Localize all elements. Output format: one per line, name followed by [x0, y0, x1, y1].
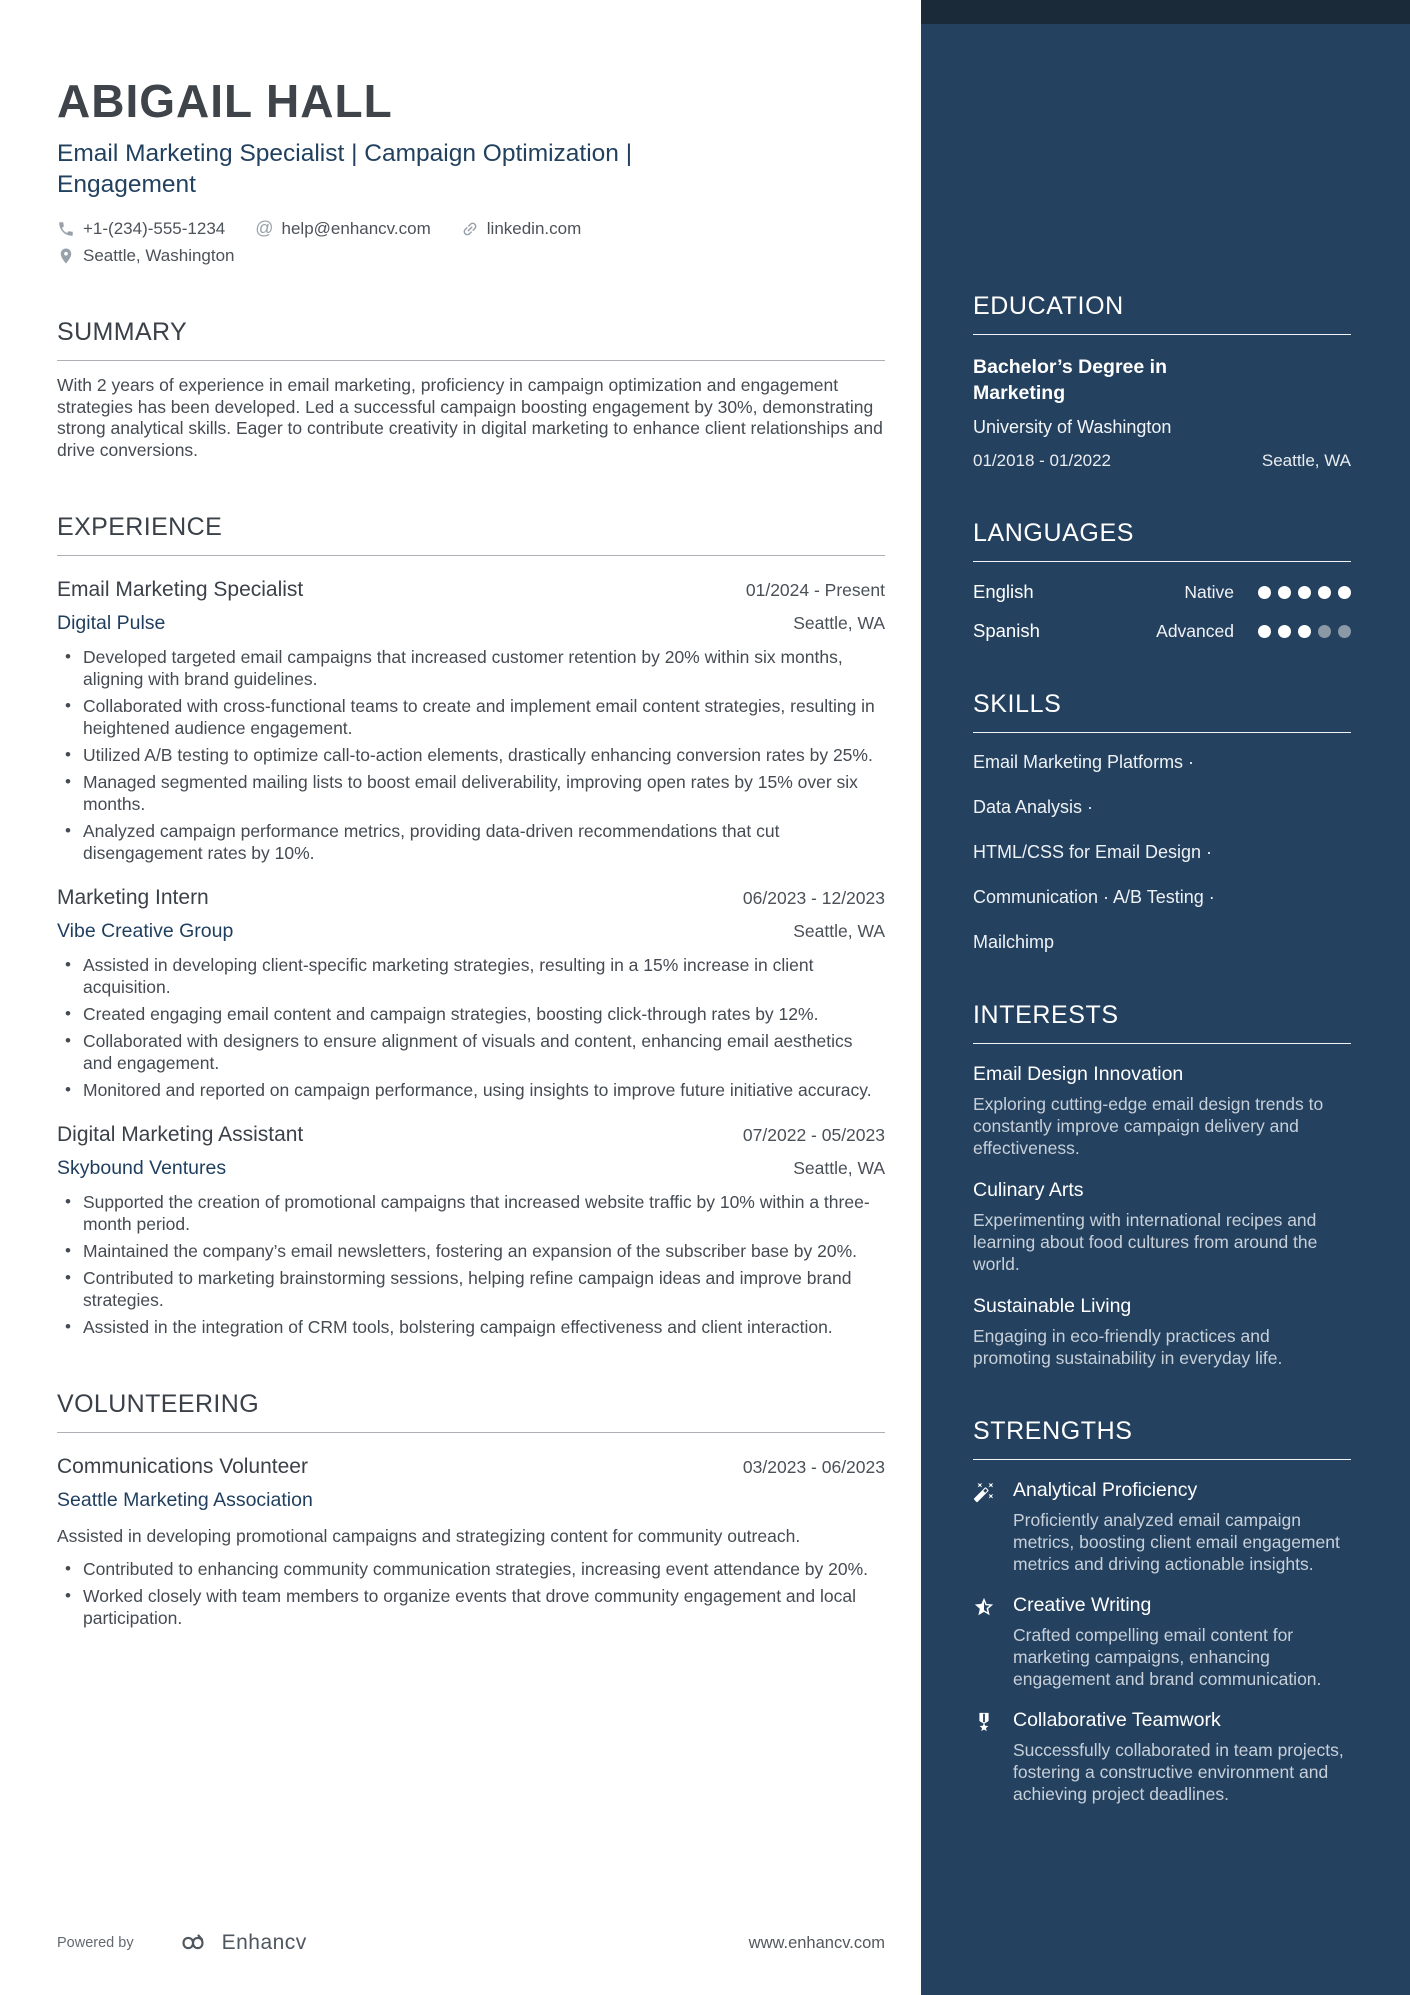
main-column: [57, 0, 885, 1634]
job-title: Marketing Intern: [57, 886, 209, 909]
email-contact[interactable]: [255, 218, 431, 239]
job-title: Digital Marketing Assistant: [57, 1123, 304, 1146]
job-bullet: • Assisted in developing client-specific marketing strategies, resulting in a 15% increase in client acquisition.: [57, 954, 885, 998]
job-bullet: • Collaborated with cross-functional teams to create and implement email content strategies, resulting in heightened audience engagement.: [57, 695, 885, 739]
strength-item: [973, 1709, 1351, 1805]
candidate-name: ABIGAIL HALL: [57, 75, 393, 127]
job-bullet: • Monitored and reported on campaign performance, using insights to improve future initiative accuracy.: [57, 1079, 885, 1101]
interest-text: Engaging in eco-friendly practices and promoting sustainability in everyday life.: [973, 1326, 1283, 1368]
job-dates: 01/2024 - Present: [745, 580, 885, 600]
interest-title: Culinary Arts: [973, 1179, 1084, 1201]
section-divider: [57, 1432, 885, 1433]
job-dates: 07/2022 - 05/2023: [742, 1125, 885, 1145]
strength-text: Successfully collaborated in team projects, fostering a constructive environment and achieving project deadlines.: [1013, 1740, 1344, 1804]
language-level: Native: [1184, 581, 1234, 602]
education-heading: EDUCATION: [973, 292, 1124, 320]
sidebar-top-strip: [921, 0, 1410, 24]
skills-section: [973, 690, 1351, 953]
education-section: [973, 292, 1351, 471]
interest-text: Exploring cutting-edge email design trends to constantly improve campaign delivery and effectiveness.: [973, 1094, 1324, 1158]
job-bullets: [57, 646, 885, 864]
footer-url[interactable]: www.enhancv.com: [748, 1933, 885, 1952]
contact-info: [57, 218, 885, 266]
interest-item: [973, 1179, 1351, 1275]
education-location: Seattle, WA: [1261, 451, 1351, 470]
languages-section: [973, 519, 1351, 642]
interest-title: Sustainable Living: [973, 1295, 1132, 1317]
language-row: [973, 620, 1351, 642]
volunteer-organization: Seattle Marketing Association: [57, 1489, 313, 1511]
language-proficiency-dots: [1258, 586, 1351, 599]
job-bullet: • Collaborated with designers to ensure alignment of visuals and content, enhancing email aesthetics and engagement.: [57, 1030, 885, 1074]
email-address[interactable]: help@enhancv.com: [281, 218, 431, 238]
language-level: Advanced: [1156, 620, 1234, 641]
interest-title: Email Design Innovation: [973, 1063, 1184, 1085]
strength-text: Crafted compelling email content for marketing campaigns, enhancing engagement and brand communication.: [1013, 1625, 1322, 1689]
strength-text: Proficiently analyzed email campaign metrics, boosting client email engagement metrics and driving actionable insights.: [1013, 1510, 1340, 1574]
job-bullet: • Maintained the company’s email newsletters, fostering an expansion of the subscriber base by 20%.: [57, 1240, 885, 1262]
volunteering-heading: VOLUNTEERING: [57, 1390, 260, 1418]
job-bullet: • Developed targeted email campaigns that increased customer retention by 20% within six months, aligning with brand guidelines.: [57, 646, 885, 690]
strengths-section: [973, 1417, 1351, 1805]
footer: [57, 1931, 885, 1955]
location-contact: [57, 246, 235, 266]
language-name: English: [973, 581, 1034, 602]
skill-item: Data Analysis ·: [973, 797, 1094, 817]
section-divider: [973, 732, 1351, 733]
location-text: Seattle, Washington: [83, 246, 235, 265]
strength-title: Collaborative Teamwork: [1013, 1709, 1221, 1731]
volunteer-entry: [57, 1455, 885, 1629]
education-school: University of Washington: [973, 417, 1172, 437]
education-degree: Bachelor’s Degree in Marketing: [973, 356, 1167, 404]
experience-section: [57, 513, 885, 1338]
strengths-heading: STRENGTHS: [973, 1417, 1133, 1445]
section-divider: [973, 1459, 1351, 1460]
interest-text: Experimenting with international recipes and learning about food cultures from around the world.: [973, 1210, 1318, 1274]
volunteer-dates: 03/2023 - 06/2023: [742, 1457, 885, 1477]
languages-heading: LANGUAGES: [973, 519, 1135, 547]
education-dates: 01/2018 - 01/2022: [973, 451, 1112, 470]
section-divider: [57, 555, 885, 556]
job-bullet: • Assisted in the integration of CRM tools, bolstering campaign effectiveness and client interaction.: [57, 1316, 885, 1338]
phone-number: +1-(234)-555-1234: [83, 218, 226, 238]
volunteer-bullets: [57, 1558, 885, 1629]
location-pin-icon: [57, 247, 75, 265]
volunteer-description: Assisted in developing promotional campaigns and strategizing content for community outreach.: [57, 1526, 801, 1546]
magic-wand-icon: [973, 1479, 997, 1575]
interest-item: [973, 1295, 1351, 1369]
language-row: [973, 581, 1351, 603]
website-url[interactable]: linkedin.com: [486, 218, 582, 238]
experience-heading: EXPERIENCE: [57, 513, 223, 541]
summary-section: [57, 318, 885, 461]
job-bullet: • Supported the creation of promotional campaigns that increased website traffic by 10% within a three-month period.: [57, 1191, 885, 1235]
candidate-headline: Email Marketing Specialist | Campaign Optimization | Engagement: [57, 140, 633, 198]
strength-item: [973, 1594, 1351, 1690]
skill-item: Mailchimp: [973, 932, 1055, 952]
infinity-logo-icon: [174, 1931, 212, 1955]
job-bullet: • Analyzed campaign performance metrics, providing data-driven recommendations that cut disengagement rates by 10%.: [57, 820, 885, 864]
job-bullet: • Managed segmented mailing lists to boost email deliverability, improving open rates by 15% over six months.: [57, 771, 885, 815]
interest-item: [973, 1063, 1351, 1159]
volunteer-bullet: • Contributed to enhancing community communication strategies, increasing event attendance by 20%.: [57, 1558, 885, 1580]
enhancv-logo: [174, 1931, 307, 1955]
section-divider: [973, 334, 1351, 335]
skill-item: Communication · A/B Testing ·: [973, 887, 1215, 907]
phone-icon: [57, 220, 75, 238]
volunteer-title: Communications Volunteer: [57, 1455, 308, 1478]
job-bullet: • Contributed to marketing brainstorming sessions, helping refine campaign ideas and improve brand strategies.: [57, 1267, 885, 1311]
job-entry: [57, 578, 885, 864]
job-company: Skybound Ventures: [57, 1157, 227, 1179]
skill-item: Email Marketing Platforms ·: [973, 752, 1195, 772]
volunteer-bullet: • Worked closely with team members to organize events that drove community engagement and local participation.: [57, 1585, 885, 1629]
strength-item: [973, 1479, 1351, 1575]
job-bullets: [57, 954, 885, 1101]
skill-item: HTML/CSS for Email Design ·: [973, 842, 1213, 862]
language-name: Spanish: [973, 620, 1040, 641]
interests-section: [973, 1001, 1351, 1369]
strength-title: Analytical Proficiency: [1013, 1479, 1198, 1501]
section-divider: [973, 1043, 1351, 1044]
language-proficiency-dots: [1258, 625, 1351, 638]
volunteering-section: [57, 1390, 885, 1629]
website-contact[interactable]: [461, 219, 582, 239]
medal-icon: [973, 1709, 997, 1805]
section-divider: [57, 360, 885, 361]
sidebar: [921, 0, 1410, 1995]
section-divider: [973, 561, 1351, 562]
job-bullets: [57, 1191, 885, 1338]
job-entry: [57, 886, 885, 1101]
job-location: Seattle, WA: [793, 613, 885, 633]
job-title: Email Marketing Specialist: [57, 578, 304, 601]
job-location: Seattle, WA: [793, 1158, 885, 1178]
job-bullet: • Created engaging email content and campaign strategies, boosting click-through rates by 12%.: [57, 1003, 885, 1025]
strength-title: Creative Writing: [1013, 1594, 1152, 1616]
at-sign-icon: @: [255, 218, 274, 238]
summary-heading: SUMMARY: [57, 318, 188, 346]
skills-heading: SKILLS: [973, 690, 1062, 718]
link-icon: [457, 216, 482, 241]
powered-by-label: Powered by: [57, 1935, 134, 1951]
job-entry: [57, 1123, 885, 1338]
job-location: Seattle, WA: [793, 921, 885, 941]
half-star-icon: [973, 1594, 997, 1690]
brand-name: Enhancv: [221, 1931, 307, 1954]
job-bullet: • Utilized A/B testing to optimize call-to-action elements, drastically enhancing conversion rates by 25%.: [57, 744, 885, 766]
interests-heading: INTERESTS: [973, 1001, 1119, 1029]
job-company: Vibe Creative Group: [57, 920, 234, 942]
phone-contact: [57, 219, 225, 239]
job-company: Digital Pulse: [57, 612, 166, 634]
job-dates: 06/2023 - 12/2023: [742, 888, 885, 908]
summary-text: With 2 years of experience in email marketing, proficiency in campaign optimization and engagement strategies has been developed. Led a successful campaign boosting engagement by 30%, demonstrating strong analytical skills. Eager to contribute creativity in digital marketing to enhance client relationships and drive conversions.: [57, 375, 883, 460]
